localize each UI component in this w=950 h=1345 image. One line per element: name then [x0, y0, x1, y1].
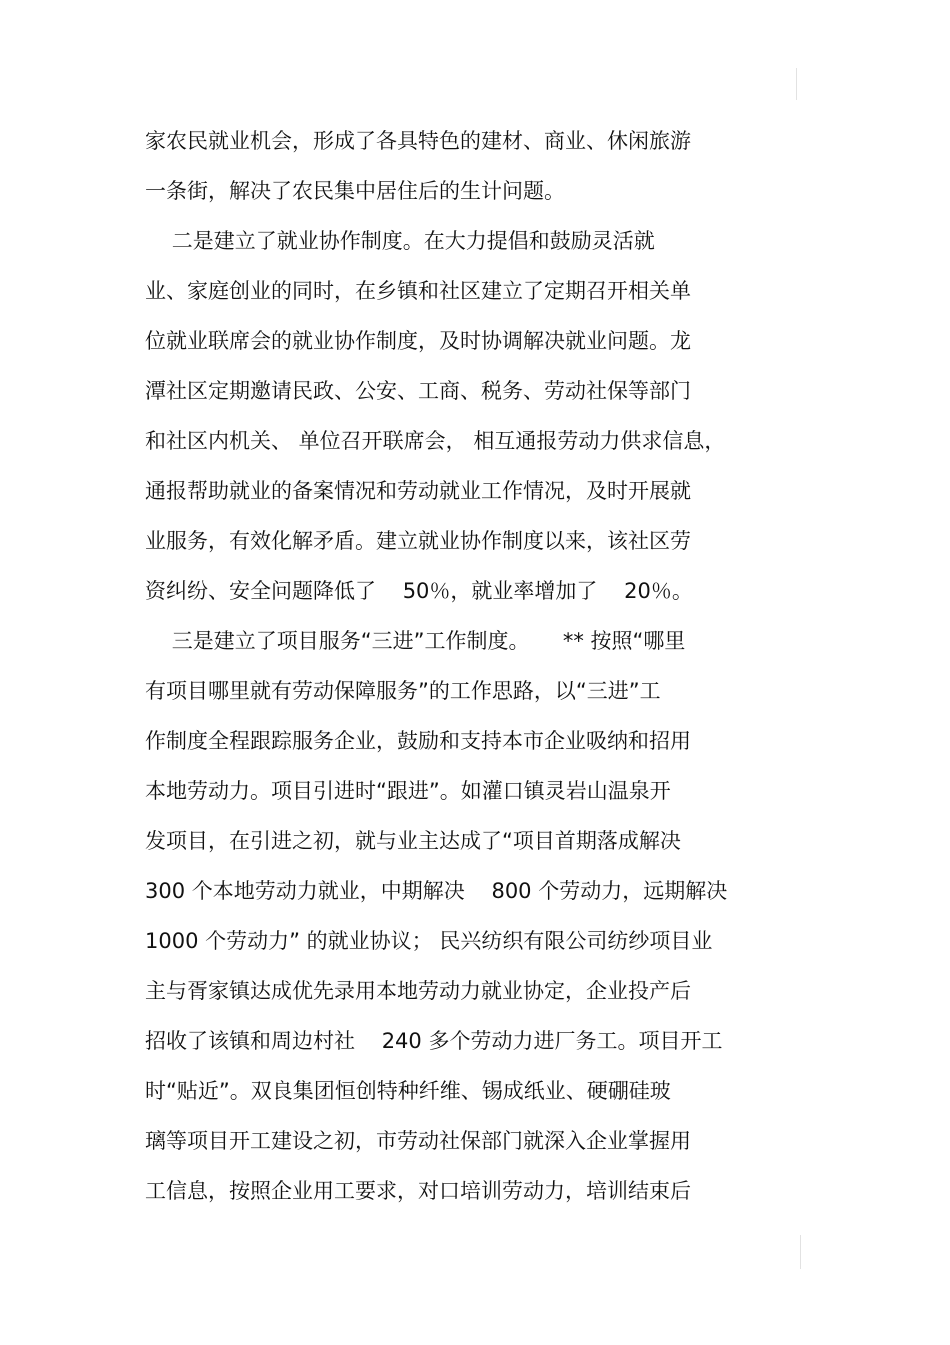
text-line-11: 三是建立了项目服务“三进”工作制度。 ** 按照“哪里 [145, 629, 686, 653]
text-line-17: 1000 个劳动力” 的就业协议； 民兴纺织有限公司纺纱项目业 [145, 929, 713, 953]
text-line-1: 家农民就业机会，形成了各具特色的建材、商业、休闲旅游 [145, 129, 691, 153]
text-line-19: 招收了该镇和周边村社 240 多个劳动力进厂务工。项目开工 [145, 1029, 723, 1053]
text-line-4: 业、家庭创业的同时，在乡镇和社区建立了定期召开相关单 [145, 279, 691, 303]
text-line-5: 位就业联席会的就业协作制度，及时协调解决就业问题。龙 [145, 329, 691, 353]
text-line-7: 和社区内机关、 单位召开联席会， 相互通报劳动力供求信息， [145, 429, 726, 453]
text-line-16: 300 个本地劳动力就业，中期解决 800 个劳动力，远期解决 [145, 879, 728, 903]
text-line-13: 作制度全程跟踪服务企业，鼓励和支持本市企业吸纳和招用 [145, 729, 691, 753]
text-line-22: 工信息，按照企业用工要求，对口培训劳动力，培训结束后 [145, 1179, 691, 1203]
text-line-18: 主与胥家镇达成优先录用本地劳动力就业协定，企业投产后 [145, 979, 691, 1003]
text-line-20: 时“贴近”。双良集团恒创特种纤维、锡成纸业、硬硼硅玻 [145, 1079, 671, 1103]
text-line-2: 一条街，解决了农民集中居住后的生计问题。 [145, 179, 565, 203]
text-line-14: 本地劳动力。项目引进时“跟进”。如灌口镇灵岩山温泉开 [145, 779, 671, 803]
page-edge-mark-bottom [800, 1235, 801, 1269]
text-line-21: 璃等项目开工建设之初，市劳动社保部门就深入企业掌握用 [145, 1129, 691, 1153]
text-line-8: 通报帮助就业的备案情况和劳动就业工作情况，及时开展就 [145, 479, 691, 503]
text-line-6: 潭社区定期邀请民政、公安、工商、税务、劳动社保等部门 [145, 379, 691, 403]
text-line-9: 业服务，有效化解矛盾。建立就业协作制度以来，该社区劳 [145, 529, 691, 553]
text-line-15: 发项目，在引进之初，就与业主达成了“项目首期落成解决 [145, 829, 681, 853]
page-edge-mark-top [796, 68, 797, 100]
text-line-12: 有项目哪里就有劳动保障服务”的工作思路，以“三进”工 [145, 679, 661, 703]
text-line-3: 二是建立了就业协作制度。在大力提倡和鼓励灵活就 [145, 229, 655, 253]
text-line-10: 资纠纷、安全问题降低了 50％，就业率增加了 20％。 [145, 579, 693, 603]
